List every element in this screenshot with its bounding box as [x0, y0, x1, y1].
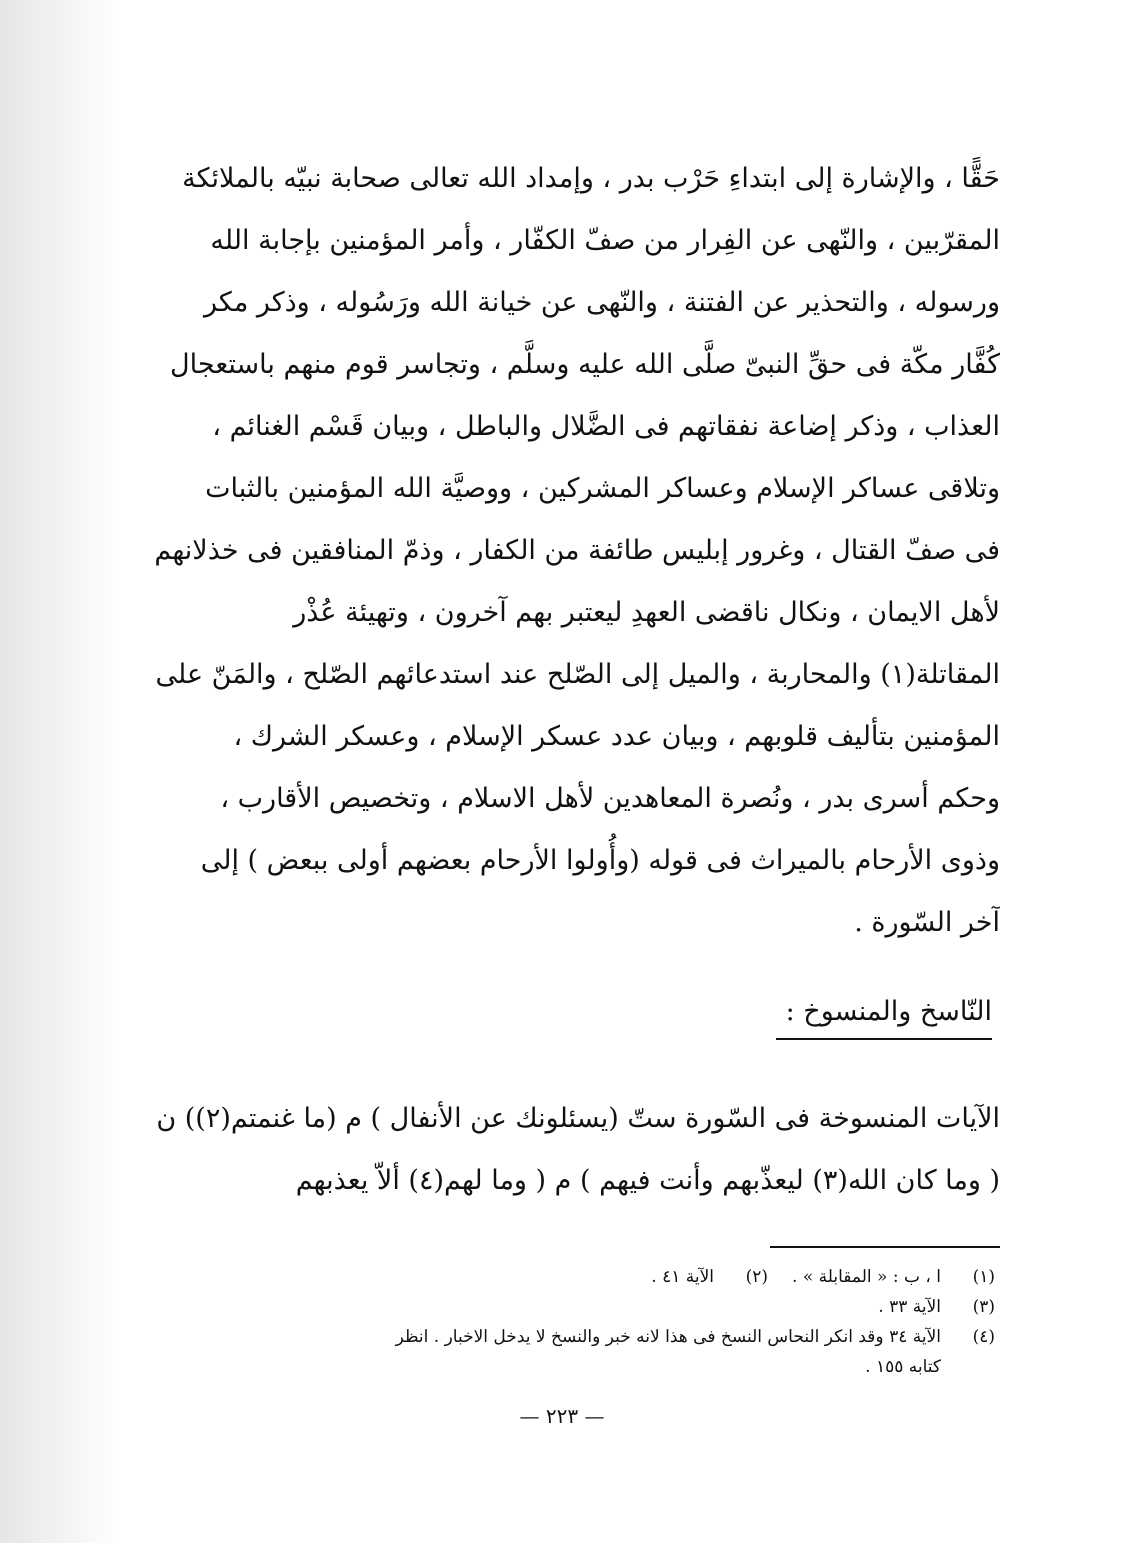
footnote-divider [770, 1246, 1000, 1248]
text-line: الآيات المنسوخة فى السّورة ستّ (يسئلونك عن الأنفال ) م (ما غنمتم(٢)) ن [156, 1103, 1000, 1134]
text-line: المقاتلة(١) والمحاربة ، والميل إلى الصّلح عند استدعائهم الصّلح ، والمَنّ على [155, 659, 1000, 690]
footnote-number: (٤) [972, 1327, 995, 1347]
footnote-number: (١) [972, 1267, 995, 1287]
footnote-text: كتابه ١٥٥ . [865, 1357, 941, 1377]
footnote-row [135, 1352, 995, 1382]
abrogation-paragraph [135, 1088, 1000, 1212]
footnote-row [135, 1322, 995, 1352]
footnote-text: الآية ٣٣ . [878, 1297, 941, 1317]
section-heading: النّاسخ والمنسوخ : [776, 992, 992, 1040]
text-line: آخر السّورة . [854, 907, 1000, 938]
text-line: فى صفّ القتال ، وغرور إبليس طائفة من الكفار ، وذمّ المنافقين فى خذلانهم [154, 535, 1000, 566]
footnotes [135, 1262, 995, 1382]
text-line: كُفَّار مكّة فى حقِّ النبىّ صلَّى الله عليه وسلَّم ، وتجاسر قوم منهم باستعجال [170, 349, 1000, 380]
footnote-text: ا ، ب : « المقابلة » . [792, 1267, 941, 1287]
text-line: المقرّبين ، والنّهى عن الفِرار من صفّ الكفّار ، وأمر المؤمنين بإجابة الله [210, 225, 1000, 256]
footnote-row [135, 1292, 995, 1322]
text-line: وحكم أسرى بدر ، ونُصرة المعاهدين لأهل الاسلام ، وتخصيص الأقارب ، [220, 783, 1000, 814]
text-line: وتلاقى عساكر الإسلام وعساكر المشركين ، ووصيَّة الله المؤمنين بالثبات [205, 473, 1000, 504]
text-line: وذوى الأرحام بالميراث فى قوله (وأُولوا الأرحام بعضهم أولى ببعض ) إلى [200, 845, 1000, 876]
section-heading-wrap [776, 992, 992, 1040]
text-line: ( وما كان الله(٣) ليعذّبهم وأنت فيهم ) م ( وما لهم(٤) ألاّ يعذبهم [295, 1165, 1000, 1196]
text-line: العذاب ، وذكر إضاعة نفقاتهم فى الضَّلال والباطل ، وبيان قَسْم الغنائم ، [212, 411, 1000, 442]
scan-shadow [0, 0, 120, 1543]
footnote-row [135, 1262, 995, 1292]
text-line: المؤمنين بتأليف قلوبهم ، وبيان عدد عسكر الإسلام ، وعسكر الشرك ، [233, 721, 1000, 752]
text-line: ورسوله ، والتحذير عن الفتنة ، والنّهى عن خيانة الله ورَسُوله ، وذكر مكر [204, 287, 1000, 318]
text-line: لأهل الايمان ، ونكال ناقضى العهدِ ليعتبر بهم آخرون ، وتهيئة عُذْر [293, 597, 1000, 628]
footnote-number: (٢) [745, 1267, 769, 1287]
text-line: حَقًّا ، والإشارة إلى ابتداءِ حَرْب بدر ، وإمداد الله تعالى صحابة نبيّه بالملائكة [182, 163, 1000, 194]
footnote-number [965, 1352, 995, 1382]
footnote-text: الآية ٤١ . [651, 1267, 715, 1287]
footnote-text: الآية ٣٤ وقد انكر النحاس النسخ فى هذا لانه خبر والنسخ لا يدخل الاخبار . انظر [395, 1327, 941, 1347]
main-paragraph [135, 148, 1000, 954]
page-number: — ٢٢٣ — [519, 1404, 605, 1428]
footnote-number: (٣) [972, 1297, 995, 1317]
